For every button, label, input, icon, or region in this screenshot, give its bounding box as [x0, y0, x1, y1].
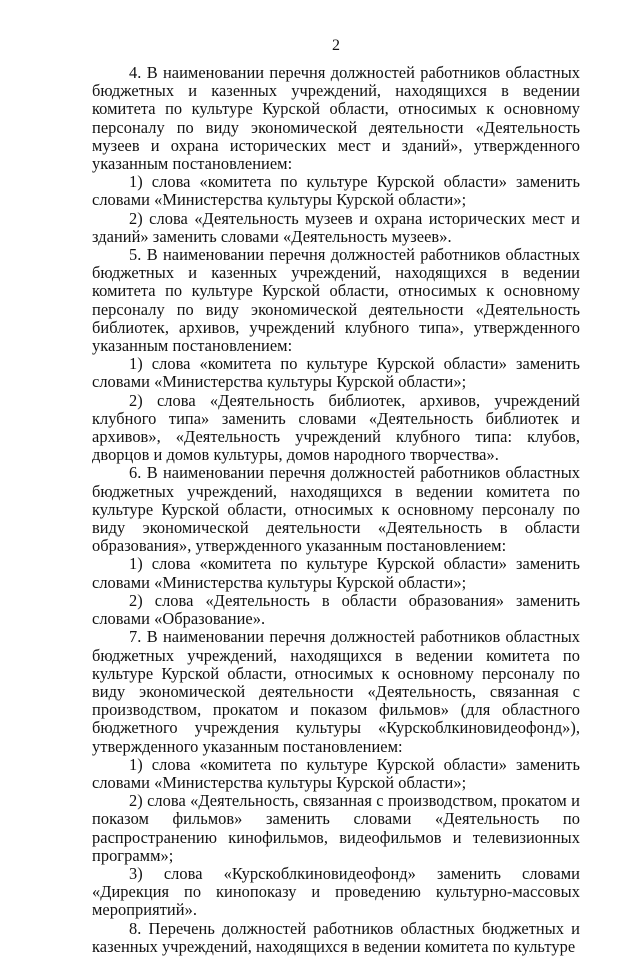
paragraph-8: 8. Перечень должностей работников областных бюджетных и казенных учреждений, находящихся в ведении комитета по культуре — [92, 918, 580, 956]
page-number: 2 — [332, 37, 340, 54]
paragraph-4: 4. В наименовании перечня должностей работников областных бюджетных и казенных учреждений, находящихся в ведении комитета по культуре Курской области, относимых к основному персоналу по виду экономической деятельности «Деятельность музеев и охрана исторических мест и зданий», утвержденного указанным постановлением: — [92, 63, 580, 174]
paragraph-5: 5. В наименовании перечня должностей работников областных бюджетных и казенных учреждений, находящихся в ведении комитета по культуре Курской области, относимых к основному персоналу по виду экономической деятельности «Деятельность библиотек, архивов, учреждений клубного типа», утвержденного указанным постановлением: — [92, 245, 580, 356]
document-page — [92, 36, 580, 956]
paragraph-4-item-2: 2) слова «Деятельность музеев и охрана исторических мест и зданий» заменить словами «Деятельность музеев». — [92, 208, 580, 246]
paragraph-6-item-1: 1) слова «комитета по культуре Курской области» заменить словами «Министерства культуры Курской области»; — [92, 554, 580, 592]
paragraph-4-item-1: 1) слова «комитета по культуре Курской области» заменить словами «Министерства культуры Курской области»; — [92, 172, 580, 210]
paragraph-7-item-3: 3) слова «Курскоблкиновидеофонд» заменить словами «Дирекция по кинопоказу и проведению культурно-массовых мероприятий». — [92, 863, 580, 920]
paragraph-6-item-2: 2) слова «Деятельность в области образования» заменить словами «Образование». — [92, 590, 580, 629]
paragraph-5-item-2: 2) слова «Деятельность библиотек, архивов, учреждений клубного типа» заменить словами «Деятельность библиотек и архивов», «Деятельность учреждений клубного типа: клубов, дворцов и домов культуры, домов народного творчества». — [92, 390, 580, 465]
paragraph-6: 6. В наименовании перечня должностей работников областных бюджетных учреждений, находящихся в ведении комитета по культуре Курской области, относимых к основному персоналу по виду экономической деятельности «Деятельность в области образования», утвержденного указанным постановлением: — [92, 463, 580, 556]
paragraph-7-item-2: 2) слова «Деятельность, связанная с производством, прокатом и показом фильмов» заменить словами «Деятельность по распространению кинофильмов, видеофильмов и телевизионных программ»; — [92, 791, 580, 865]
paragraph-5-item-1: 1) слова «комитета по культуре Курской области» заменить словами «Министерства культуры Курской области»; — [92, 354, 580, 392]
paragraph-7-item-1: 1) слова «комитета по культуре Курской области» заменить словами «Министерства культуры Курской области»; — [92, 754, 580, 792]
paragraph-7: 7. В наименовании перечня должностей работников областных бюджетных учреждений, находящихся в ведении комитета по культуре Курской области, относимых к основному персоналу по виду экономической деятельности «Деятельность, связанная с производством, прокатом и показом фильмов» (для областного бюджетного учреждения культуры «Курскоблкиновидеофонд»), утвержденного указанным постановлением: — [92, 627, 580, 756]
